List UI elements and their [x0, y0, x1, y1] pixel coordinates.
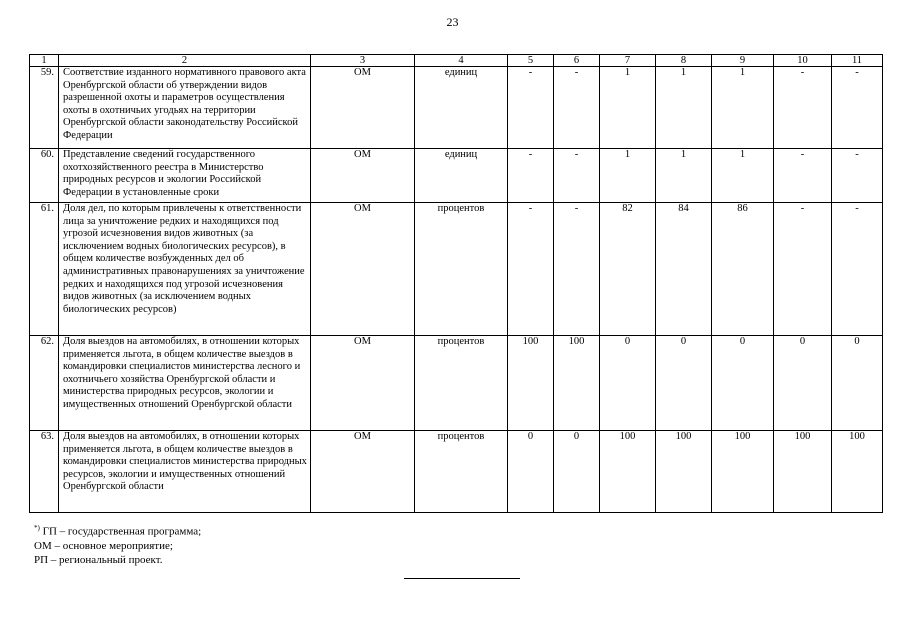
value-cell: 100	[508, 336, 554, 431]
value-cell: 1	[600, 67, 656, 149]
value-cell: 1	[712, 67, 774, 149]
indicator-status: ОМ	[311, 67, 415, 149]
header-cell: 8	[656, 55, 712, 67]
indicator-status: ОМ	[311, 431, 415, 513]
value-cell: -	[832, 67, 883, 149]
footnote-line: РП – региональный проект.	[34, 553, 163, 566]
row-number: 61.	[30, 203, 59, 336]
table-row	[30, 336, 883, 431]
value-cell: 100	[712, 431, 774, 513]
closing-rule	[404, 578, 520, 579]
value-cell: 0	[656, 336, 712, 431]
header-cell: 9	[712, 55, 774, 67]
row-number: 60.	[30, 149, 59, 203]
value-cell: 1	[656, 149, 712, 203]
value-cell: -	[832, 203, 883, 336]
value-cell: -	[774, 149, 832, 203]
indicator-description: Доля дел, по которым привлечены к ответственности лица за уничтожение редких и находящихся под угрозой исчезновения видов животных (за исключением водных биологических ресурсов), в общем количестве возбужденных дел об административных правонарушениях за уничтожение редких и находящихся под угрозой исчезновения видов животных (за исключением водных биологических ресурсов)	[59, 203, 311, 336]
row-number: 59.	[30, 67, 59, 149]
footnote-line: ОМ – основное мероприятие;	[34, 539, 173, 552]
value-cell: 0	[508, 431, 554, 513]
value-cell: -	[508, 149, 554, 203]
footnote-marker: *)	[34, 524, 40, 532]
indicator-status: ОМ	[311, 336, 415, 431]
value-cell: 0	[832, 336, 883, 431]
header-cell: 5	[508, 55, 554, 67]
indicator-unit: процентов	[415, 336, 508, 431]
value-cell: 84	[656, 203, 712, 336]
table-row	[30, 431, 883, 513]
value-cell: 0	[554, 431, 600, 513]
header-cell: 2	[59, 55, 311, 67]
value-cell: 100	[656, 431, 712, 513]
value-cell: 0	[712, 336, 774, 431]
value-cell: 100	[554, 336, 600, 431]
indicator-description: Доля выездов на автомобилях, в отношении которых применяется льгота, в общем количестве выездов в командировки специалистов министерства лесного и охотничьего хозяйства Оренбургской области и министерства природных ресурсов, экологии и имущественных отношений Оренбургской области	[59, 336, 311, 431]
value-cell: 1	[712, 149, 774, 203]
value-cell: -	[554, 67, 600, 149]
table-row	[30, 67, 883, 149]
value-cell: -	[554, 203, 600, 336]
value-cell: 0	[774, 336, 832, 431]
value-cell: 1	[600, 149, 656, 203]
header-cell: 1	[30, 55, 59, 67]
indicator-status: ОМ	[311, 203, 415, 336]
table-header-row	[30, 55, 883, 67]
indicator-unit: единиц	[415, 67, 508, 149]
value-cell: 86	[712, 203, 774, 336]
header-cell: 10	[774, 55, 832, 67]
value-cell: -	[774, 203, 832, 336]
row-number: 62.	[30, 336, 59, 431]
header-cell: 7	[600, 55, 656, 67]
header-cell: 6	[554, 55, 600, 67]
value-cell: -	[508, 203, 554, 336]
header-cell: 11	[832, 55, 883, 67]
row-number: 63.	[30, 431, 59, 513]
indicator-unit: процентов	[415, 203, 508, 336]
header-cell: 4	[415, 55, 508, 67]
indicator-description: Соответствие изданного нормативного правового акта Оренбургской области об утверждении видов разрешенной охоты и параметров осуществления охоты в охотничьих угодьях на территории Оренбургской области законодательству Российской Федерации	[59, 67, 311, 149]
indicator-description: Представление сведений государственного охотхозяйственного реестра в Министерство природных ресурсов и экологии Российской Федерации в установленные сроки	[59, 149, 311, 203]
header-cell: 3	[311, 55, 415, 67]
indicator-unit: единиц	[415, 149, 508, 203]
value-cell: 1	[656, 67, 712, 149]
indicators-table	[29, 54, 883, 513]
page-number: 23	[446, 15, 459, 29]
table-row	[30, 149, 883, 203]
value-cell: -	[554, 149, 600, 203]
value-cell: 0	[600, 336, 656, 431]
value-cell: -	[832, 149, 883, 203]
footnote-line	[34, 521, 201, 539]
indicator-status: ОМ	[311, 149, 415, 203]
value-cell: 100	[600, 431, 656, 513]
value-cell: 82	[600, 203, 656, 336]
table-row	[30, 203, 883, 336]
indicator-description: Доля выездов на автомобилях, в отношении которых применяется льгота, в общем количестве выездов в командировки специалистов министерства природных ресурсов, экологии и имущественных отношений Оренбургской области	[59, 431, 311, 513]
value-cell: 100	[832, 431, 883, 513]
footnotes	[34, 521, 201, 567]
indicator-unit: процентов	[415, 431, 508, 513]
value-cell: -	[774, 67, 832, 149]
footnote-text: ГП – государственная программа;	[42, 525, 202, 538]
value-cell: 100	[774, 431, 832, 513]
value-cell: -	[508, 67, 554, 149]
